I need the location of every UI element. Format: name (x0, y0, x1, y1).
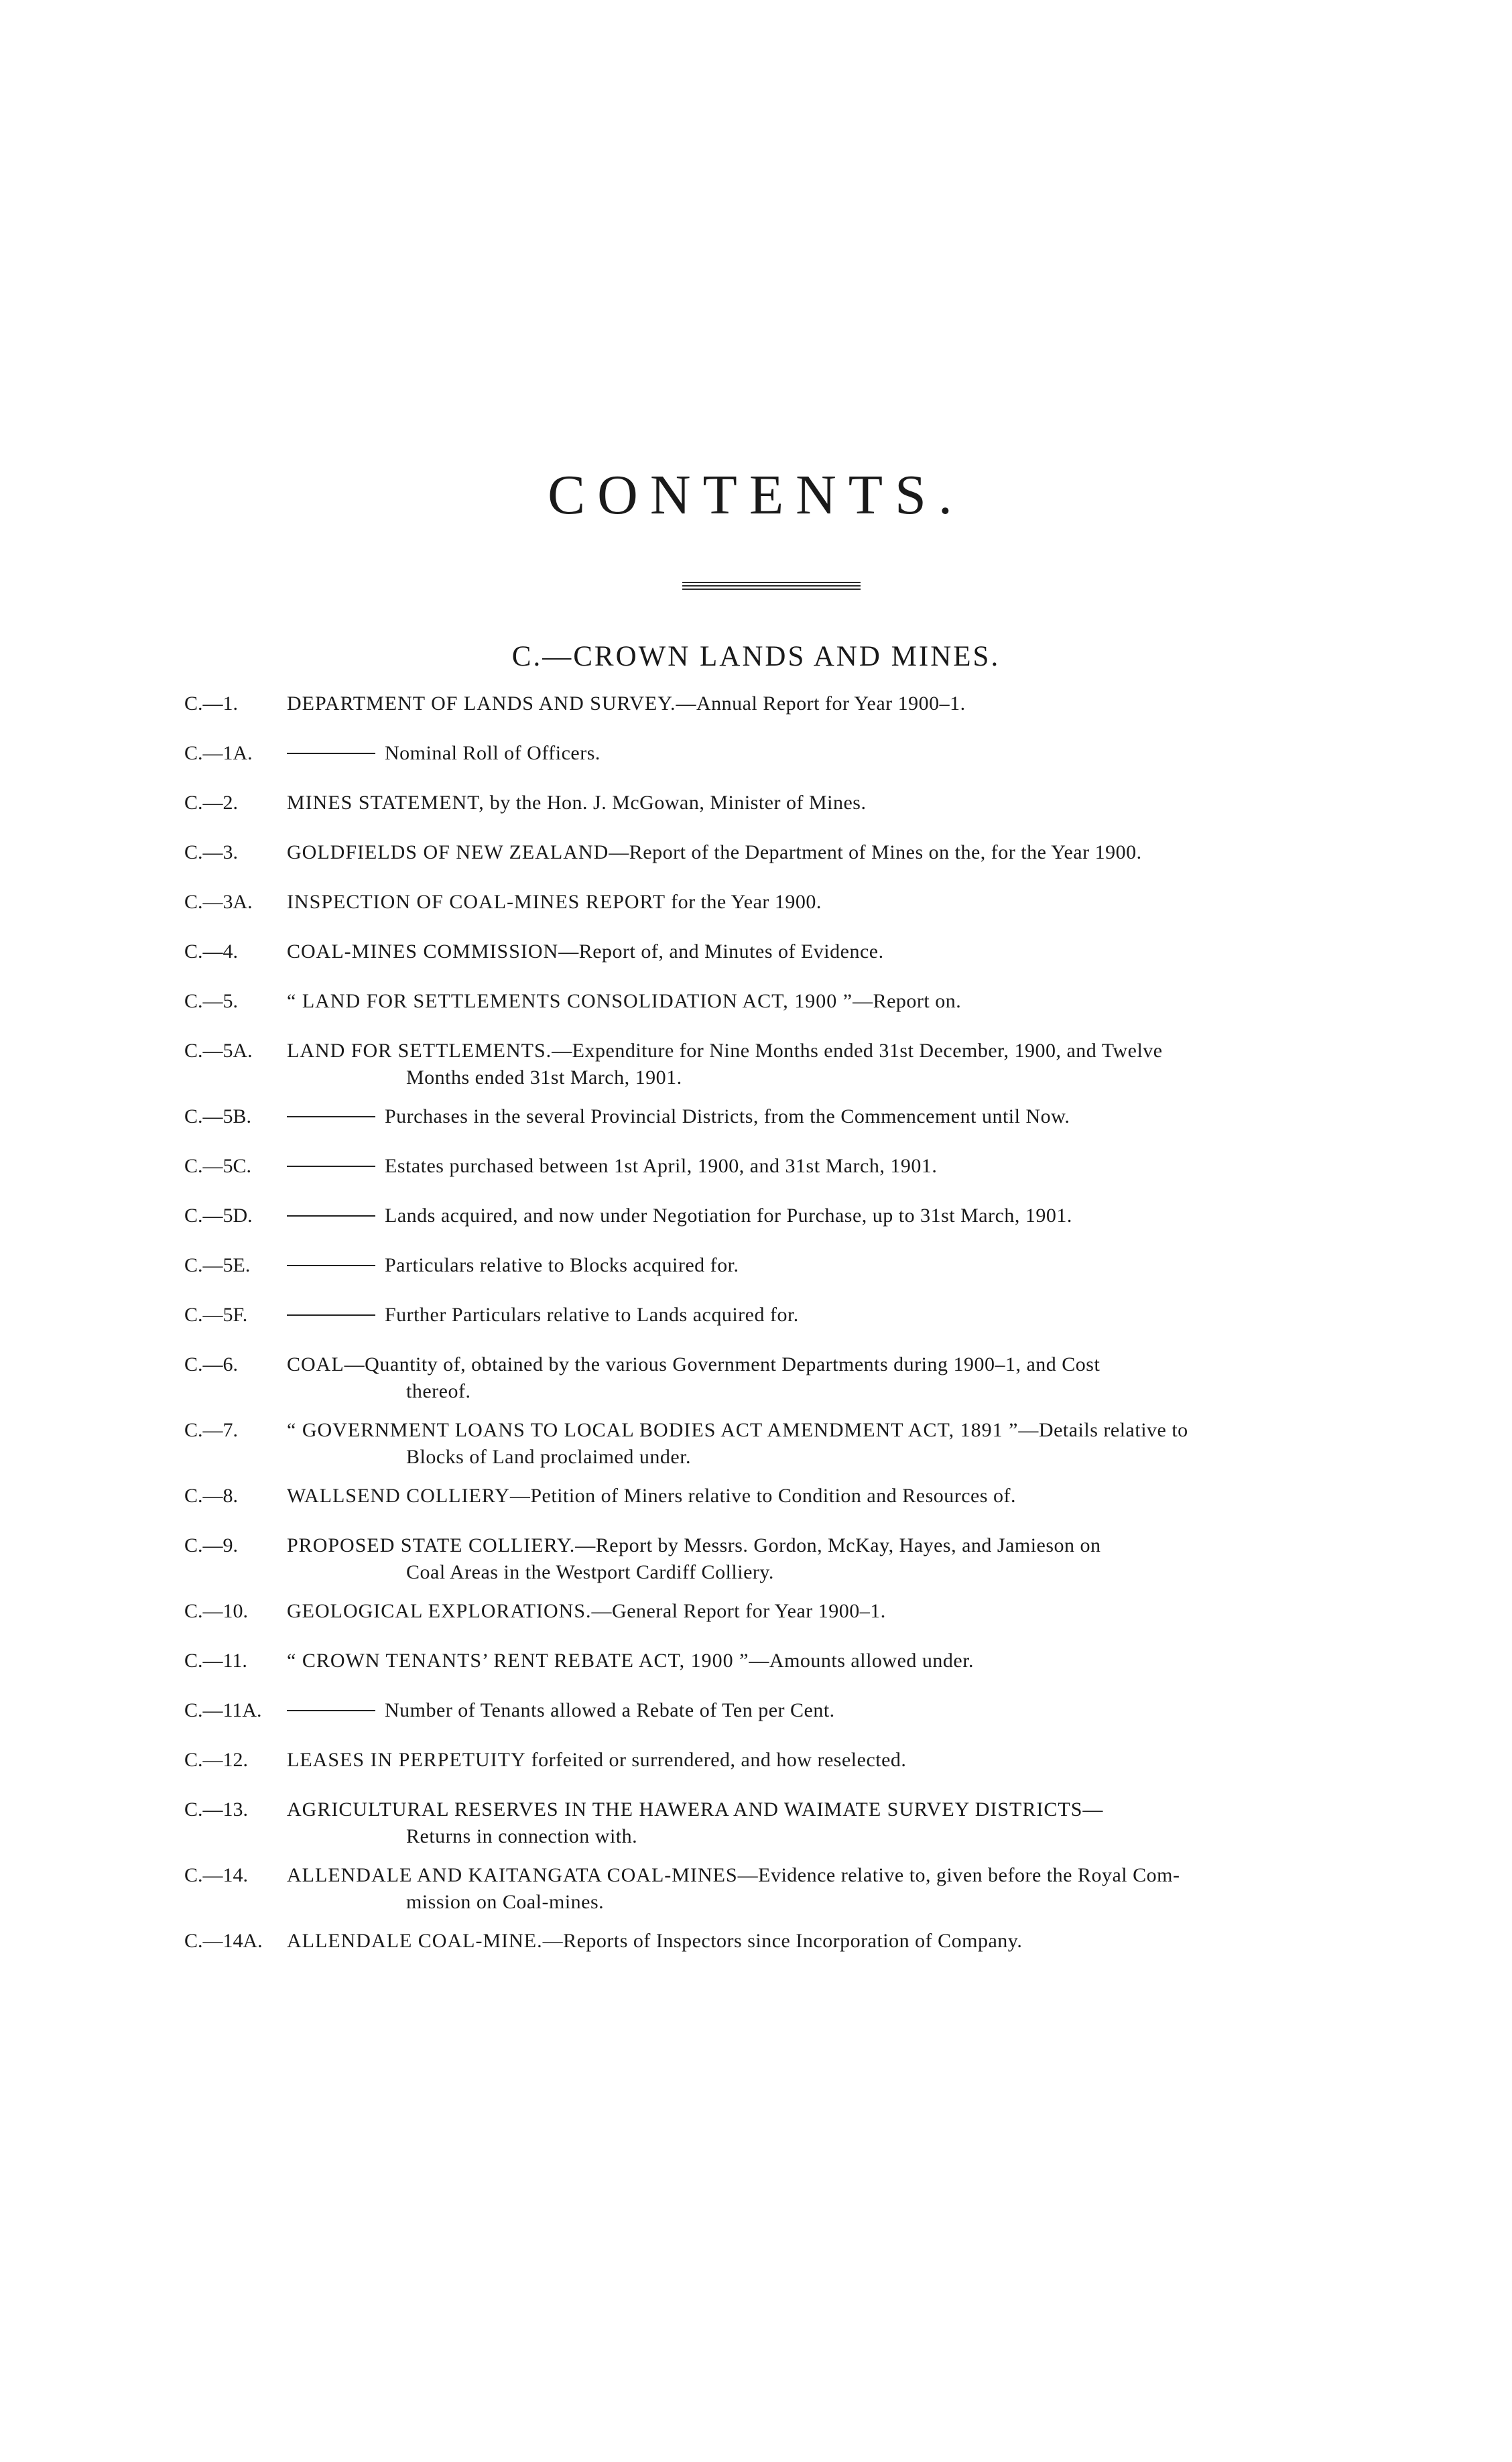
entry-description (287, 740, 1364, 767)
entry-description (287, 938, 1364, 965)
entry-description (287, 1648, 1364, 1674)
entry-text: Particulars relative to Blocks acquired for. (385, 1254, 739, 1276)
entry-description (287, 690, 1364, 717)
entry-code: C.—2. (184, 792, 239, 814)
entry-code: C.—13. (184, 1798, 249, 1821)
entry-heading: GOLDFIELDS OF NEW ZEALAND (287, 841, 609, 863)
entry-description (287, 1697, 1364, 1724)
contents-entry (184, 938, 1364, 977)
entry-heading: “ CROWN TENANTS’ RENT REBATE ACT, 1900 ” (287, 1650, 749, 1672)
entry-text: —Report of the Department of Mines on the, for the Year 1900. (609, 841, 1142, 863)
entry-code: C.—5. (184, 990, 239, 1012)
entry-continuation: mission on Coal-mines. (406, 1891, 605, 1913)
entry-code: C.—5E. (184, 1254, 251, 1276)
title-rule (682, 582, 861, 590)
entry-text: forfeited or surrendered, and how reselected. (525, 1749, 907, 1771)
entry-heading: “ LAND FOR SETTLEMENTS CONSOLIDATION ACT, 1900 ” (287, 990, 853, 1012)
page-title: CONTENTS. (548, 464, 964, 526)
entry-text: —Report of, and Minutes of Evidence. (558, 940, 884, 963)
entry-description (287, 1252, 1364, 1279)
entry-description (287, 1747, 1364, 1774)
entry-text: by the Hon. J. McGowan, Minister of Mines. (484, 792, 867, 814)
entry-description (287, 1351, 1364, 1405)
entry-description (287, 1038, 1364, 1091)
contents-entry (184, 1928, 1364, 1966)
entry-description (287, 1928, 1364, 1955)
entry-continuation: Returns in connection with. (406, 1825, 638, 1847)
entry-description (287, 988, 1364, 1015)
entry-description (287, 1153, 1364, 1180)
entry-heading: ALLENDALE COAL-MINE. (287, 1930, 543, 1952)
entry-code: C.—5F. (184, 1304, 248, 1326)
contents-entry (184, 1103, 1364, 1142)
entry-code: C.—9. (184, 1534, 239, 1556)
entry-code: C.—1. (184, 692, 239, 715)
ditto-dash (287, 753, 375, 754)
entry-text: —Amounts allowed under. (749, 1650, 974, 1672)
entry-heading: GEOLOGICAL EXPLORATIONS. (287, 1600, 592, 1622)
entry-code: C.—3. (184, 841, 239, 863)
entry-heading: ALLENDALE AND KAITANGATA COAL-MINES (287, 1864, 738, 1886)
entry-text: —Report on. (853, 990, 962, 1012)
entry-heading: DEPARTMENT OF LANDS AND SURVEY. (287, 692, 676, 715)
entry-continuation: Coal Areas in the Westport Cardiff Colliery. (406, 1561, 774, 1583)
entry-text: —Reports of Inspectors since Incorporation of Company. (542, 1930, 1023, 1952)
entry-code: C.—7. (184, 1419, 239, 1441)
contents-entry (184, 889, 1364, 927)
entry-code: C.—5C. (184, 1155, 252, 1177)
ditto-dash (287, 1166, 375, 1167)
entry-code: C.—14A. (184, 1930, 263, 1952)
entry-code: C.—4. (184, 940, 239, 963)
entry-code: C.—11. (184, 1650, 247, 1672)
contents-entry (184, 1648, 1364, 1686)
entry-code: C.—1A. (184, 742, 253, 764)
entry-text: Lands acquired, and now under Negotiation for Purchase, up to 31st March, 1901. (385, 1205, 1072, 1227)
entry-description (287, 1103, 1364, 1130)
contents-entry (184, 1302, 1364, 1340)
entry-text: —General Report for Year 1900–1. (591, 1600, 886, 1622)
entry-heading: “ GOVERNMENT LOANS TO LOCAL BODIES ACT AMENDMENT ACT, 1891 ” (287, 1419, 1019, 1441)
entry-continuation: Months ended 31st March, 1901. (406, 1066, 682, 1089)
entry-description (287, 1862, 1364, 1916)
contents-entry (184, 1862, 1364, 1916)
ditto-dash (287, 1314, 375, 1316)
entry-code: C.—6. (184, 1353, 239, 1375)
entry-description (287, 1203, 1364, 1229)
entry-heading: PROPOSED STATE COLLIERY. (287, 1534, 576, 1556)
entry-code: C.—14. (184, 1864, 249, 1886)
entry-description (287, 1483, 1364, 1510)
contents-entry (184, 1351, 1364, 1405)
entry-heading: LEASES IN PERPETUITY (287, 1749, 526, 1771)
section-heading: C.—CROWN LANDS AND MINES. (511, 641, 1001, 672)
entry-code: C.—5B. (184, 1105, 252, 1127)
entry-text: for the Year 1900. (666, 891, 822, 913)
entry-text: —Report by Messrs. Gordon, McKay, Hayes, and Jamieson on (575, 1534, 1101, 1556)
contents-entry (184, 1796, 1364, 1850)
entry-description (287, 839, 1364, 866)
entry-code: C.—3A. (184, 891, 253, 913)
entry-description (287, 1532, 1364, 1586)
entry-code: C.—5A. (184, 1040, 253, 1062)
entry-code: C.—5D. (184, 1205, 253, 1227)
ditto-dash (287, 1116, 375, 1117)
entry-description (287, 790, 1364, 816)
entry-description (287, 889, 1364, 916)
entry-code: C.—10. (184, 1600, 249, 1622)
entry-text: Purchases in the several Provincial Districts, from the Commencement until Now. (385, 1105, 1070, 1127)
contents-entry (184, 1532, 1364, 1586)
entry-text: —Evidence relative to, given before the Royal Com- (737, 1864, 1180, 1886)
contents-entry (184, 1203, 1364, 1241)
ditto-dash (287, 1710, 375, 1711)
entry-heading: LAND FOR SETTLEMENTS. (287, 1040, 552, 1062)
contents-entry (184, 1153, 1364, 1191)
entry-heading: MINES STATEMENT, (287, 792, 485, 814)
ditto-dash (287, 1265, 375, 1266)
entry-continuation: Blocks of Land proclaimed under. (406, 1446, 692, 1468)
contents-entry (184, 790, 1364, 828)
entry-heading: COAL-MINES COMMISSION (287, 940, 559, 963)
entry-heading: WALLSEND COLLIERY (287, 1485, 510, 1507)
entry-code: C.—8. (184, 1485, 239, 1507)
entry-text: —Quantity of, obtained by the various Government Departments during 1900–1, and Cost (344, 1353, 1100, 1375)
contents-entry (184, 1697, 1364, 1735)
entry-text: Estates purchased between 1st April, 1900, and 31st March, 1901. (385, 1155, 938, 1177)
entry-description (287, 1796, 1364, 1850)
entry-text: —Annual Report for Year 1900–1. (676, 692, 966, 715)
entry-text: Further Particulars relative to Lands acquired for. (385, 1304, 799, 1326)
entry-text: —Petition of Miners relative to Condition and Resources of. (509, 1485, 1017, 1507)
contents-entry (184, 839, 1364, 877)
entry-description (287, 1417, 1364, 1471)
contents-entry (184, 690, 1364, 729)
contents-entry (184, 1598, 1364, 1636)
entry-description (287, 1598, 1364, 1625)
contents-entry (184, 740, 1364, 778)
entry-code: C.—11A. (184, 1699, 262, 1721)
entry-code: C.—12. (184, 1749, 249, 1771)
ditto-dash (287, 1215, 375, 1217)
contents-entry (184, 1417, 1364, 1471)
entry-description (287, 1302, 1364, 1329)
entry-text: Number of Tenants allowed a Rebate of Ten per Cent. (385, 1699, 835, 1721)
contents-entry (184, 1252, 1364, 1290)
entry-text: —Details relative to (1018, 1419, 1188, 1441)
entry-text: — (1082, 1798, 1103, 1821)
contents-entry (184, 1483, 1364, 1521)
entry-text: —Expenditure for Nine Months ended 31st December, 1900, and Twelve (552, 1040, 1163, 1062)
entry-heading: INSPECTION OF COAL-MINES REPORT (287, 891, 666, 913)
contents-list (184, 690, 1364, 1977)
contents-entry (184, 1038, 1364, 1091)
contents-entry (184, 1747, 1364, 1785)
entry-continuation: thereof. (406, 1380, 471, 1402)
entry-text: Nominal Roll of Officers. (385, 742, 601, 764)
entry-heading: AGRICULTURAL RESERVES IN THE HAWERA AND WAIMATE SURVEY DISTRICTS (287, 1798, 1083, 1821)
contents-entry (184, 988, 1364, 1026)
entry-heading: COAL (287, 1353, 344, 1375)
